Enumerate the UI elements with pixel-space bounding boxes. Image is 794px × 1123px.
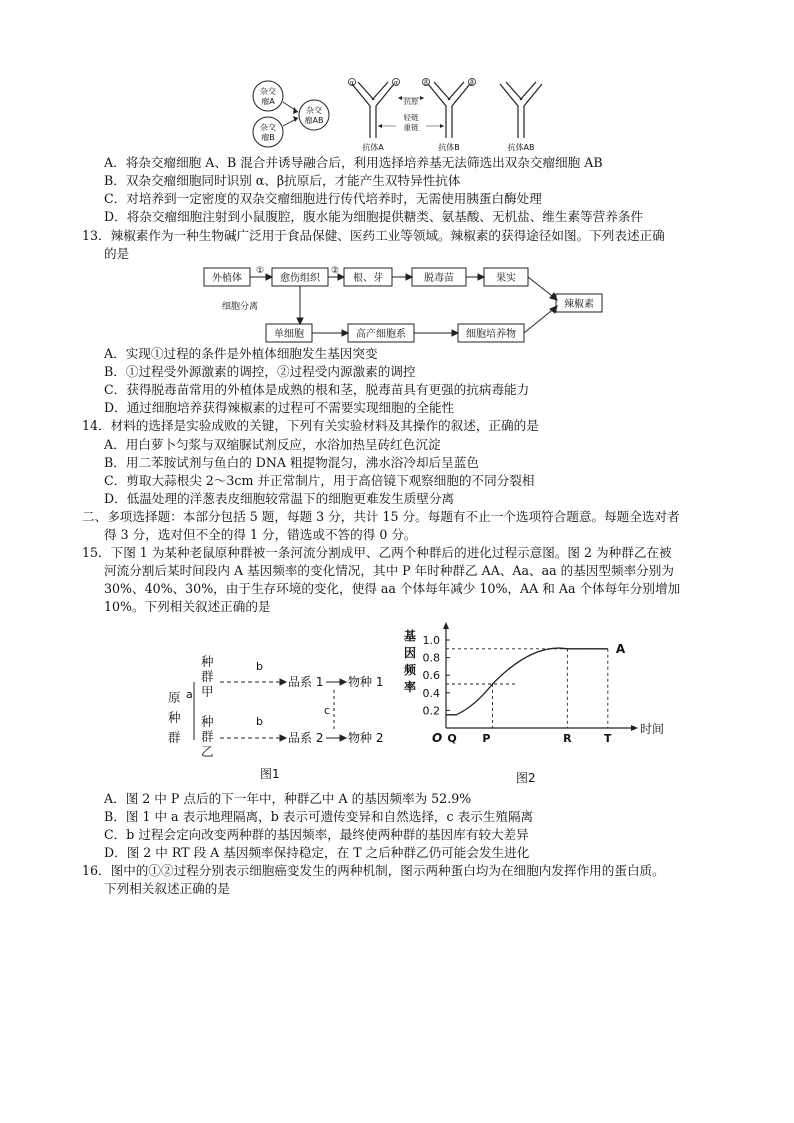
cell-a-label-2: 瘤A (261, 97, 275, 106)
light-chain-label: 轻链 (403, 113, 419, 122)
flow-explant: 外植体 (212, 273, 242, 284)
y-axis-label-char: 因 (404, 646, 417, 660)
q16-stem-1: 16．图中的①②过程分别表示细胞癌变发生的两种机制，图示两种蛋白均为在细胞内发挥作用的蛋白质。 (82, 863, 665, 878)
section-2-heading-2: 得 3 分，选对但不全的得 1 分，错选或不答的得 0 分。 (104, 527, 417, 542)
q14-option-b: B．用二苯胺试剂与鱼白的 DNA 粗提物混匀，沸水浴冷却后呈蓝色 (104, 455, 479, 470)
species-2: 物种 2 (348, 731, 384, 745)
flow-step-1: ① (255, 266, 265, 276)
label-b-bottom: b (256, 715, 263, 728)
q14-option-d: D．低温处理的洋葱表皮细胞较常温下的细胞更难发生质壁分离 (104, 491, 455, 506)
figure-1-evolution (164, 650, 396, 790)
original-pop-1: 原 (168, 690, 181, 705)
cell-ab-label-1: 杂交 (306, 106, 322, 115)
series-a-line (446, 648, 608, 715)
y-tick-label: 0.4 (422, 686, 440, 700)
q15-stem-4: 10%。下列相关叙述正确的是 (104, 599, 271, 614)
cell-b-label-1: 杂交 (260, 123, 276, 132)
cell-ab-circle (299, 100, 329, 130)
section-2-heading-1: 二、多项选择题：本部分包括 5 题，每题 3 分，共计 15 分。每题有不止一个选项符合题意。每题全选对者 (82, 509, 680, 524)
alpha-symbol-a1: α (350, 79, 354, 87)
species-1: 物种 1 (348, 675, 384, 689)
q13-option-b: B．①过程受外源激素的调控，②过程受内源激素的调控 (104, 364, 416, 379)
x-axis-arrow (631, 725, 638, 731)
label-c: c (324, 704, 331, 717)
q13-option-c: C．获得脱毒苗常用的外植体是成熟的根和茎，脱毒苗具有更强的抗病毒能力 (104, 382, 530, 397)
q15-option-c: C．b 过程会定向改变两种群的基因频率，最终使两种群的基因库有较大差异 (104, 827, 529, 842)
q14-option-c: C．剪取大蒜根尖 2～3cm 并正常制片，用于高倍镜下观察细胞的不同分裂相 (104, 473, 535, 488)
flow-high-yield: 高产细胞系 (356, 329, 406, 340)
y-axis-label-char: 率 (404, 680, 417, 694)
q12-option-d: D．将杂交瘤细胞注射到小鼠腹腔，腹水能为细胞提供糖类、氨基酸、无机盐、维生素等营养条件 (104, 209, 644, 224)
beta-symbol-b2: β (470, 79, 474, 87)
group-jia-1: 种 (201, 654, 214, 669)
group-yi-2: 群 (201, 729, 214, 744)
q12-option-b: B．双杂交瘤细胞同时识别 α、β抗原后，才能产生双特异性抗体 (104, 173, 461, 188)
q16-stem-2: 下列相关叙述正确的是 (104, 881, 230, 896)
antibody-a-shape (350, 79, 394, 138)
flow-callus: 愈伤组织 (280, 273, 320, 284)
label-b-top: b (256, 660, 263, 673)
group-jia-3: 甲 (201, 684, 214, 699)
q14-stem: 14．材料的选择是实验成败的关键，下列有关实验材料及其操作的叙述，正确的是 (82, 418, 539, 433)
q15-option-b: B．图 1 中 a 表示地理隔离，b 表示可遗传变异和自然选择，c 表示生殖隔离 (104, 809, 534, 824)
flow-step-2: ② (330, 266, 340, 276)
q15-stem-2: 河流分割后某时间段内 A 基因频率的变化情况，其中 P 年时种群乙 AA、Aa、aa 的基因型频率分别为 (104, 563, 674, 578)
y-axis-label-char: 频 (404, 663, 417, 677)
label-a: a (186, 688, 193, 701)
cell-b-label-2: 瘤B (261, 133, 275, 142)
group-yi-1: 种 (201, 714, 214, 729)
y-tick-label: 0.6 (422, 669, 440, 683)
y-tick-label: 0.8 (422, 651, 440, 665)
series-a-label: A (615, 641, 626, 656)
strain-1: 品系 1 (288, 675, 324, 689)
antibody-b-shape (428, 82, 470, 138)
q13-option-d: D．通过细胞培养获得辣椒素的过程可不需要实现细胞的全能性 (104, 400, 455, 415)
flow-cell-separation: 细胞分离 (221, 302, 259, 312)
flow-virus-free: 脱毒苗 (424, 273, 454, 284)
cell-b-circle (253, 117, 283, 147)
x-axis-label: 时间 (640, 722, 665, 736)
cell-a-label-1: 杂交 (260, 87, 276, 96)
strain-2: 品系 2 (288, 731, 324, 745)
cell-a-circle (253, 81, 283, 111)
y-axis-arrow (443, 622, 449, 629)
flow-root-bud: 根、芽 (353, 273, 383, 284)
group-yi-3: 乙 (201, 744, 214, 759)
q15-option-d: D．图 2 中 RT 段 A 基因频率保持稳定，在 T 之后种群乙仍可能会发生进化 (104, 845, 530, 860)
antibody-b-label: 抗体B (438, 143, 460, 152)
flow-fruit: 果实 (496, 273, 516, 284)
original-pop-3: 群 (168, 730, 181, 745)
figure-2-chart (396, 620, 666, 796)
flow-capsaicin: 辣椒素 (564, 299, 594, 310)
q13-option-a: A．实现①过程的条件是外植体细胞发生基因突变 (104, 346, 378, 361)
x-tick-label: T (604, 732, 612, 745)
q15-stem-1: 15．下图 1 为某种老鼠原种群被一条河流分割成甲、乙两个种群后的进化过程示意图。图 2 为种群乙在被 (82, 545, 672, 560)
origin-label: O (432, 731, 443, 745)
q15-option-a: A．图 2 中 P 点后的下一年中，种群乙中 A 的基因频率为 52.9% (104, 791, 472, 806)
q13-stem-1: 13．辣椒素作为一种生物碱广泛用于食品保健、医药工业等领域。辣椒素的获得途径如图。下列表述正确 (82, 228, 665, 243)
y-tick-label: 1.0 (422, 634, 440, 647)
flow-single-cell: 单细胞 (274, 329, 304, 340)
beta-symbol-b1: β (424, 79, 428, 87)
y-tick-label: 0.2 (422, 704, 440, 718)
original-pop-2: 种 (168, 710, 181, 725)
antibody-a-label: 抗体A (362, 143, 384, 152)
cell-ab-label-2: 瘤AB (304, 116, 324, 125)
figure-2-caption: 图2 (516, 771, 536, 785)
figure-1-caption: 图1 (260, 767, 280, 781)
antibody-ab-shape (500, 82, 542, 138)
antibody-figure (250, 76, 550, 156)
flow-culture: 细胞培养物 (466, 329, 516, 340)
q14-option-a: A．用白萝卜匀浆与双缩脲试剂反应，水浴加热呈砖红色沉淀 (104, 437, 441, 452)
x-tick-label: Q (447, 732, 457, 745)
x-tick-label: R (563, 732, 572, 745)
alpha-symbol-a2: α (394, 79, 398, 87)
antigen-label: 抗原 (403, 97, 419, 106)
heavy-chain-label: 重链 (403, 123, 419, 132)
x-tick-label: P (482, 732, 491, 745)
y-axis-label-char: 基 (404, 629, 417, 643)
q12-option-a: A．将杂交瘤细胞 A、B 混合并诱导融合后，利用选择培养基无法筛选出双杂交瘤细胞 AB (104, 155, 603, 170)
q13-stem-2: 的是 (104, 246, 130, 261)
capsaicin-flowchart (200, 263, 620, 347)
q12-option-c: C．对培养到一定密度的双杂交瘤细胞进行传代培养时，无需使用胰蛋白酶处理 (104, 191, 542, 206)
q15-stem-3: 30%、40%、30%，由于生存环境的变化，使得 aa 个体每年减少 10%，AA 和 Aa 个体每年分别增加 (104, 581, 681, 596)
group-jia-2: 群 (201, 669, 214, 684)
antibody-ab-label: 抗体AB (507, 143, 535, 152)
